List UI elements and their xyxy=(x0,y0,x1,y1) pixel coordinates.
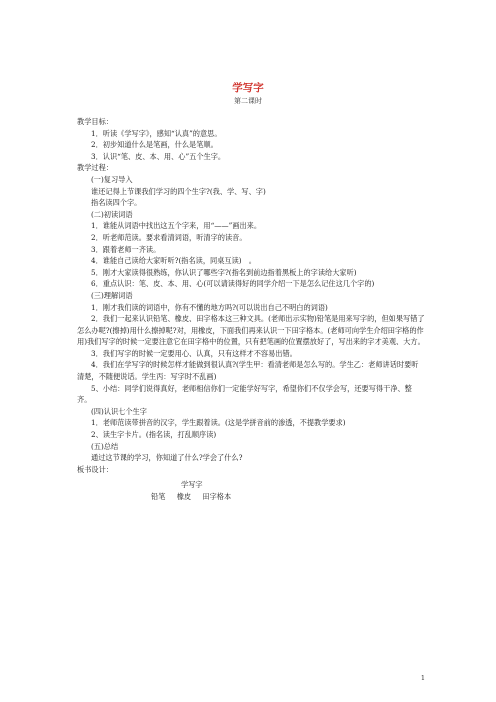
section-line: 1．谁能从词语中找出这五个字来，用“——”画出来。 xyxy=(91,221,262,231)
section-heading: (四)认识七个生字 xyxy=(91,406,147,416)
document-body xyxy=(77,116,425,503)
section-line: 通过这节课的学习，你知道了什么?学会了什么? xyxy=(91,453,243,463)
section-line: 谁还记得上节课我们学习的四个生字?(我、学、写、字) xyxy=(91,186,266,196)
board-heading: 板书设计： xyxy=(77,464,113,474)
board-design xyxy=(77,479,425,502)
goal-item: 1．听读《学写字》，感知“认真”的意思。 xyxy=(91,128,222,138)
section-line: 5、小结：同学们说得真好，老师相信你们一定能学好写字，希望你们不仅学会写，还要写得干净、整齐。 xyxy=(77,383,412,405)
section-line: 2、读生字卡片。(指名读，打乱顺序读) xyxy=(91,430,217,440)
document-title: 学写字 xyxy=(232,82,264,94)
section-heading: (三)理解词语 xyxy=(91,290,133,300)
section-line: 5．刚才大家读得很熟练，你认识了哪些字?(指名到前边指着黑板上的字读给大家听) xyxy=(91,267,357,277)
section-line: 3．我们写字的时候一定要用心、认真，只有这样才不容易出错。 xyxy=(91,348,297,358)
goal-item: 2．初步知道什么是笔画，什么是笔顺。 xyxy=(91,140,218,150)
section-heading: (一)复习导入 xyxy=(91,174,133,184)
section-heading: (五)总结 xyxy=(91,441,119,451)
section-line: 2．听老师范读。要求看清词语，听清字的读音。 xyxy=(91,232,247,242)
board-items xyxy=(77,491,425,503)
board-item: 铅笔 xyxy=(151,492,166,501)
section-line: 1．刚才我们读的词语中，你有不懂的地方吗?(可以说出自己不明白的词语) xyxy=(91,302,328,312)
section-line: 1．老师范读带拼音的汉字，学生跟着读。(这是学拼音前的渗透，不提教学要求) xyxy=(91,418,346,428)
board-item: 田字格本 xyxy=(202,492,232,501)
board-title: 学写字 xyxy=(181,480,203,490)
goal-item: 3．认识“笔、皮、本、用、心”五个生字。 xyxy=(91,151,226,161)
section-line: 4．我们在学写字的时候怎样才能做到很认真?(学生甲：看清老师是怎么写的。学生乙：老师讲话时要听清楚，不随便说话。学生丙：写字时不乱画) xyxy=(77,360,419,382)
process-heading: 教学过程： xyxy=(77,163,113,173)
section-line: 3．跟着老师一齐读。 xyxy=(91,244,161,254)
section-line: 4．谁能自己读给大家听听?(指名读，同桌互读) 。 xyxy=(91,256,256,266)
document-subtitle: 第二课时 xyxy=(234,97,262,105)
section-line: 指名读四个字。 xyxy=(91,198,142,208)
goals-heading: 教学目标： xyxy=(77,117,113,126)
page-number: 1 xyxy=(420,674,425,682)
board-item: 橡皮 xyxy=(176,492,192,501)
section-line: 2．我们一起来认识铅笔、橡皮、田字格本这三种文具。(老师出示实物)铅笔是用来写字的，但如果写错了怎么办呢?(擦掉)用什么擦掉呢?对，用橡皮，下面我们再来认识一下田字格本。(老师可向学生介绍田字格的作用)我们写字的时候一定要注意它在田字格中的位置，只有把笔画的位置摆放好了，写出来的字才美观、大方。 xyxy=(77,314,425,347)
section-heading: (二)初读词语 xyxy=(91,209,133,219)
section-line: 6．重点认识：笔、皮、本、用、心(可以请读得好的同学介绍一下是怎么记住这几个字的) xyxy=(91,279,375,289)
